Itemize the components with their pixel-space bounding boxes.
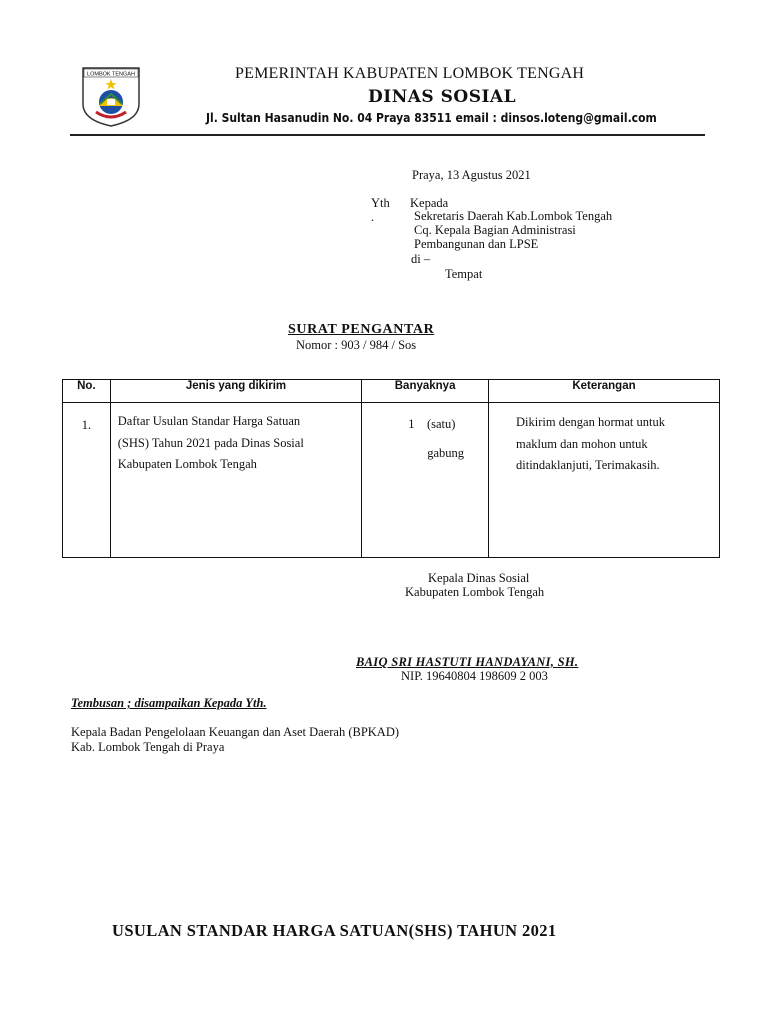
agency-name: DINAS SOSIAL — [368, 87, 517, 107]
regency-logo — [80, 66, 142, 128]
header-jenis: Jenis yang dikirim — [110, 380, 361, 403]
row-no: 1. — [81, 418, 92, 432]
row-keterangan-line-1: Dikirim dengan hormat untuk — [516, 415, 665, 429]
letter-number: Nomor : 903 / 984 / Sos — [296, 338, 417, 352]
addressee-line-2: Cq. Kepala Bagian Administrasi — [414, 223, 576, 237]
tembusan-line-2: Kab. Lombok Tengah di Praya — [71, 740, 225, 754]
row-jenis-line-2: (SHS) Tahun 2021 pada Dinas Sosial — [117, 435, 304, 450]
tembusan-heading: Tembusan ; disampaikan Kepada Yth. — [71, 696, 267, 710]
table-header-row — [63, 380, 720, 403]
signer-position-2: Kabupaten Lombok Tengah — [405, 585, 545, 599]
header-keterangan: Keterangan — [489, 380, 720, 403]
header-no: No. — [63, 380, 111, 403]
signer-position-1: Kepala Dinas Sosial — [428, 571, 530, 585]
addressee-kepada: Kepada — [410, 196, 449, 210]
letter-date: Praya, 13 Agustus 2021 — [412, 168, 531, 182]
government-name: PEMERINTAH KABUPATEN LOMBOK TENGAH — [235, 65, 585, 82]
header-banyaknya: Banyaknya — [362, 380, 489, 403]
attachment-title: USULAN STANDAR HARGA SATUAN(SHS) TAHUN 2021 — [112, 921, 557, 940]
row-banyaknya-unit: gabung — [427, 446, 465, 460]
row-keterangan-line-3: ditindaklanjuti, Terimakasih. — [516, 458, 660, 472]
signer-name: BAIQ SRI HASTUTI HANDAYANI, SH. — [356, 655, 579, 669]
addressee-line-3: Pembangunan dan LPSE — [414, 237, 539, 251]
addressee-dot: . — [371, 210, 375, 224]
table-row — [63, 403, 720, 558]
addressee-yth: Yth — [371, 196, 390, 210]
logo-caption: LOMBOK TENGAH — [87, 71, 135, 78]
tembusan-line-1: Kepala Badan Pengelolaan Keuangan dan Aset Daerah (BPKAD) — [71, 725, 400, 739]
agency-address: Jl. Sultan Hasanudin No. 04 Praya 83511 email : dinsos.loteng@gmail.com — [206, 111, 657, 125]
letterhead-divider — [70, 134, 705, 136]
shipment-table — [62, 379, 720, 558]
row-jenis-line-3: Kabupaten Lombok Tengah — [117, 457, 257, 471]
addressee-tempat: Tempat — [445, 267, 483, 281]
row-jenis-line-1: Daftar Usulan Standar Harga Satuan — [117, 414, 301, 428]
row-banyaknya-qty: 1 (satu) — [408, 417, 456, 431]
signer-nip: NIP. 19640804 198609 2 003 — [401, 669, 548, 683]
letter-title: SURAT PENGANTAR — [288, 322, 435, 337]
row-keterangan-line-2: maklum dan mohon untuk — [516, 436, 648, 451]
addressee-line-1: Sekretaris Daerah Kab.Lombok Tengah — [414, 209, 613, 223]
addressee-di: di – — [411, 252, 431, 266]
